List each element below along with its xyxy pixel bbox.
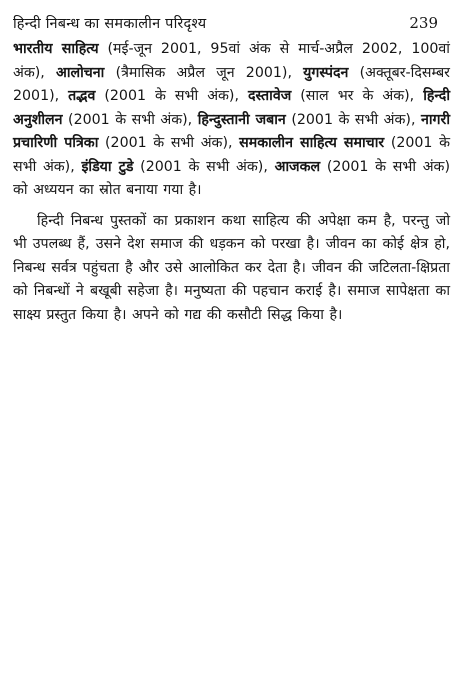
journal-title: आलोचना [56, 64, 105, 81]
journal-title: हिन्दुस्तानी जबान [197, 111, 286, 128]
paragraph-text: (अक्तूबर-दिसम्बर 2001), [13, 64, 450, 104]
journal-title: दस्तावेज [248, 88, 292, 104]
page-number: 239 [409, 14, 438, 32]
paragraph-text: (साल भर के अंक), [291, 88, 424, 104]
journal-title: नागरी प्रचारिणी पत्रिका [13, 111, 451, 151]
paragraph-text: (त्रैमासिक अप्रैल जून 2001), [104, 64, 304, 81]
paragraph-journal-list [13, 38, 450, 203]
paragraph-text: (2001 के सभी अंक), [13, 135, 450, 175]
journal-title: तद्भव [68, 88, 96, 104]
journal-title: आजकल [274, 158, 321, 175]
paragraph-text: (2001 के सभी अंक), [133, 158, 275, 175]
paragraph-text: (2001 के सभी अंक), [62, 111, 198, 128]
paragraph-text: (2001 के सभी अंक), [285, 111, 421, 128]
journal-title: भारतीय साहित्य [13, 41, 99, 57]
journal-title: युगस्पंदन [303, 64, 349, 81]
journal-title: इंडिया टुडे [81, 158, 134, 175]
journal-title: समकालीन साहित्य समाचार [239, 135, 385, 151]
running-header-title: हिन्दी निबन्ध का समकालीन परिदृश्य [13, 16, 207, 32]
paragraph-text: (मई-जून 2001, 95वां अंक से मार्च-अप्रैल 2002, 100वां अंक), [13, 41, 450, 81]
paragraph-text: (2001 के सभी अंक), [95, 88, 248, 104]
paragraph-text: (2001 के सभी अंक) को अध्ययन का स्रोत बनाया गया है। [13, 158, 450, 198]
paragraph-essay-books: हिन्दी निबन्ध पुस्तकों का प्रकाशन कथा साहित्य की अपेक्षा कम है, परन्तु जो भी उपलब्ध हैं, उसने देश समाज की धड़कन को परखा है। जीवन का कोई क्षेत्र हो, निबन्ध सर्वत्र पहुंचता है और उसे आलोकित कर देता है। जीवन की जटिलता-क्षिप्रता को निबन्धों ने बखूबी सहेजा है। मनुष्यता की पहचान कराई है। समाज सापेक्षता का साक्ष्य प्रस्तुत किया है। अपने को गद्य की कसौटी सिद्ध किया है। [13, 212, 450, 323]
paragraph-text: (2001 के सभी अंक), [98, 135, 240, 151]
journal-title: हिन्दी अनुशीलन [13, 88, 451, 128]
book-page [13, 13, 450, 327]
running-header [13, 13, 450, 34]
